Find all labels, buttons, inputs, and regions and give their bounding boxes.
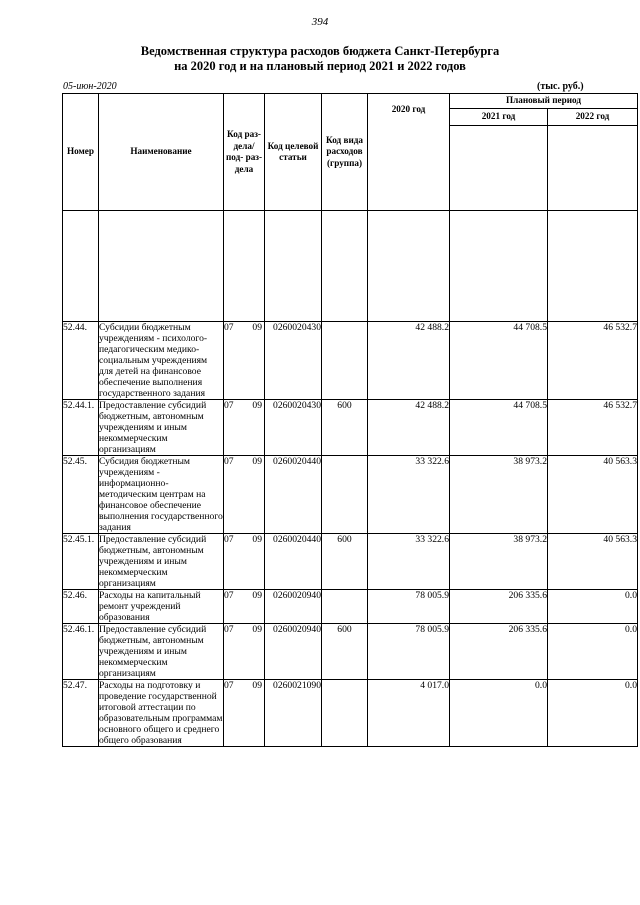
row-2021: 206 335.6 <box>450 624 548 680</box>
row-csr: 0260020440 <box>265 456 322 534</box>
row-2022: 40 563.3 <box>548 534 638 590</box>
row-vr: 600 <box>322 534 368 590</box>
row-vr <box>322 322 368 400</box>
row-razdel <box>224 590 265 624</box>
row-rz: 07 <box>224 400 234 411</box>
table-row <box>63 322 638 400</box>
row-rz: 07 <box>224 534 234 545</box>
row-rz: 07 <box>224 456 234 467</box>
row-2020: 42 488.2 <box>368 400 450 456</box>
row-csr: 0260020440 <box>265 534 322 590</box>
row-razdel <box>224 456 265 534</box>
row-razdel <box>224 680 265 747</box>
header-csr: Код целевой статьи <box>265 94 322 211</box>
row-csr: 0260021090 <box>265 680 322 747</box>
row-vr <box>322 456 368 534</box>
row-pr: 09 <box>252 322 262 333</box>
row-pr: 09 <box>252 680 262 691</box>
row-2022: 46 532.7 <box>548 322 638 400</box>
title-line-2: на 2020 год и на плановый период 2021 и 2022 годов <box>174 59 466 73</box>
row-2021: 44 708.5 <box>450 322 548 400</box>
row-2020: 4 017.0 <box>368 680 450 747</box>
row-number: 52.45. <box>63 456 99 534</box>
page-number: 394 <box>311 16 329 28</box>
row-razdel <box>224 400 265 456</box>
row-rz: 07 <box>224 322 234 333</box>
table-row <box>63 456 638 534</box>
header-spacer-row <box>63 211 638 322</box>
row-pr: 09 <box>252 456 262 467</box>
row-pr: 09 <box>252 624 262 635</box>
row-vr: 600 <box>322 400 368 456</box>
row-csr: 0260020940 <box>265 624 322 680</box>
row-2022: 0.0 <box>548 624 638 680</box>
row-razdel <box>224 322 265 400</box>
document-date: 05-июн-2020 <box>63 81 117 92</box>
table-header <box>63 94 638 211</box>
row-2021: 38 973.2 <box>450 456 548 534</box>
row-number: 52.44.1. <box>63 400 99 456</box>
row-vr <box>322 590 368 624</box>
header-2022-filler <box>548 126 638 211</box>
row-vr <box>322 680 368 747</box>
row-razdel <box>224 534 265 590</box>
row-2022: 46 532.7 <box>548 400 638 456</box>
header-name: Наименование <box>99 94 224 211</box>
row-2020: 42 488.2 <box>368 322 450 400</box>
row-name: Предоставление субсидий бюджетным, автономным учреждениям и иным некоммерческим организациям <box>99 534 224 590</box>
row-name: Субсидии бюджетным учреждениям - психолого-педагогическим медико-социальным учреждениям для детей на финансовое обеспечение выполнения государственного задания <box>99 322 224 400</box>
row-number: 52.46.1. <box>63 624 99 680</box>
header-razdel: Код раз- дела/ под- раз- дела <box>224 94 265 211</box>
header-planned-period: Плановый период <box>450 94 638 109</box>
row-pr: 09 <box>252 590 262 601</box>
row-2021: 44 708.5 <box>450 400 548 456</box>
header-number: Номер <box>63 94 99 211</box>
row-name: Предоставление субсидий бюджетным, автономным учреждениям и иным некоммерческим организациям <box>99 624 224 680</box>
document-title <box>0 44 640 74</box>
row-name: Расходы на капитальный ремонт учреждений образования <box>99 590 224 624</box>
header-2020: 2020 год <box>368 94 450 211</box>
budget-table <box>62 93 638 747</box>
row-2020: 78 005.9 <box>368 624 450 680</box>
row-rz: 07 <box>224 624 234 635</box>
title-line-1: Ведомственная структура расходов бюджета Санкт-Петербурга <box>140 44 500 58</box>
row-2021: 0.0 <box>450 680 548 747</box>
row-number: 52.47. <box>63 680 99 747</box>
header-2021: 2021 год <box>450 109 548 126</box>
header-2021-filler <box>450 126 548 211</box>
row-number: 52.46. <box>63 590 99 624</box>
row-name: Предоставление субсидий бюджетным, автономным учреждениям и иным некоммерческим организациям <box>99 400 224 456</box>
row-rz: 07 <box>224 590 234 601</box>
row-number: 52.44. <box>63 322 99 400</box>
row-rz: 07 <box>224 680 234 691</box>
table-row <box>63 534 638 590</box>
row-csr: 0260020940 <box>265 590 322 624</box>
row-pr: 09 <box>252 400 262 411</box>
row-2022: 0.0 <box>548 590 638 624</box>
row-razdel <box>224 624 265 680</box>
row-name: Субсидия бюджетным учреждениям - информационно-методическим центрам на финансовое обеспечение выполнения государственного задания <box>99 456 223 533</box>
row-2021: 206 335.6 <box>450 590 548 624</box>
row-2021: 38 973.2 <box>450 534 548 590</box>
row-csr: 0260020430 <box>265 400 322 456</box>
header-2022: 2022 год <box>548 109 638 126</box>
row-2022: 40 563.3 <box>548 456 638 534</box>
row-csr: 0260020430 <box>265 322 322 400</box>
row-2020: 33 322.6 <box>368 456 450 534</box>
table-row <box>63 624 638 680</box>
row-2022: 0.0 <box>548 680 638 747</box>
row-vr: 600 <box>322 624 368 680</box>
table-row <box>63 680 638 747</box>
row-2020: 33 322.6 <box>368 534 450 590</box>
row-number: 52.45.1. <box>63 534 99 590</box>
row-2020: 78 005.9 <box>368 590 450 624</box>
header-vr: Код вида расходов (группа) <box>322 94 368 211</box>
table-body <box>63 211 638 747</box>
table-row <box>63 400 638 456</box>
units-label: (тыс. руб.) <box>537 81 584 92</box>
row-name: Расходы на подготовку и проведение государственной итоговой аттестации по образовательным программам основного общего и среднего общего образования <box>99 680 223 746</box>
table-row <box>63 590 638 624</box>
row-pr: 09 <box>252 534 262 545</box>
